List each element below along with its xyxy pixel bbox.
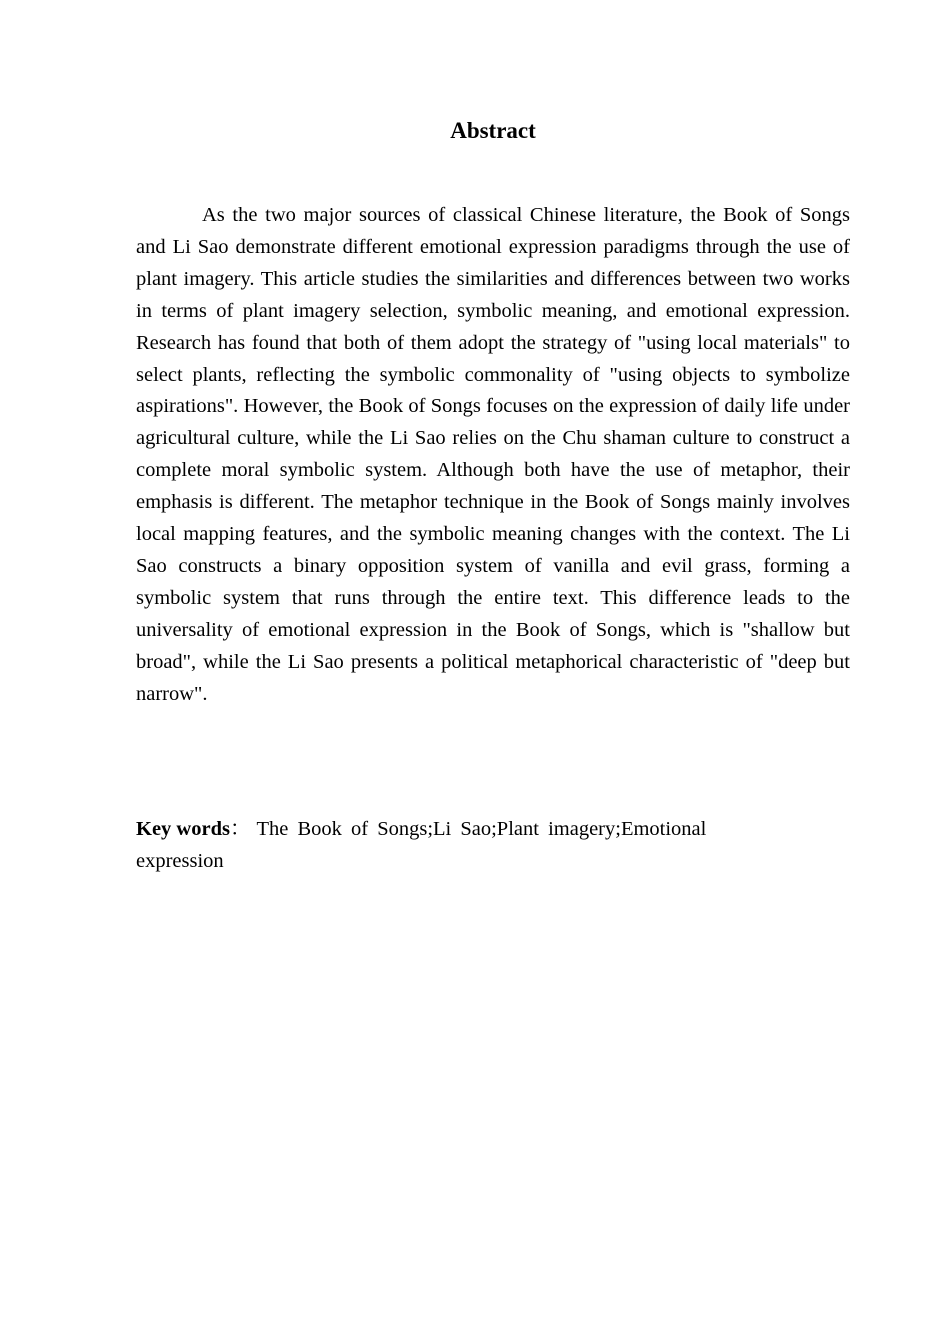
keywords-label: Key words: [136, 818, 230, 840]
keywords-values: The Book of Songs;Li Sao;Plant imagery;Emotional expression: [136, 818, 707, 872]
abstract-body-paragraph: As the two major sources of classical Chinese literature, the Book of Songs and Li Sao demonstrate different emotional expression paradigms through the use of plant imagery. This article studies the similarities and differences between two works in terms of plant imagery selection, symbolic meaning, and emotional expression. Research has found that both of them adopt the strategy of "using local materials" to select plants, reflecting the symbolic commonality of "using objects to symbolize aspirations". However, the Book of Songs focuses on the expression of daily life under agricultural culture, while the Li Sao relies on the Chu shaman culture to construct a complete moral symbolic system. Although both have the use of metaphor, their emphasis is different. The metaphor technique in the Book of Songs mainly involves local mapping features, and the symbolic meaning changes with the context. The Li Sao constructs a binary opposition system of vanilla and evil grass, forming a symbolic system that runs through the entire text. This difference leads to the universality of emotional expression in the Book of Songs, which is "shallow but broad", while the Li Sao presents a political metaphorical characteristic of "deep but narrow".: [136, 204, 850, 705]
abstract-heading: Abstract: [450, 118, 536, 143]
keywords-separator: ：: [229, 818, 251, 840]
keywords-line: [136, 814, 766, 878]
